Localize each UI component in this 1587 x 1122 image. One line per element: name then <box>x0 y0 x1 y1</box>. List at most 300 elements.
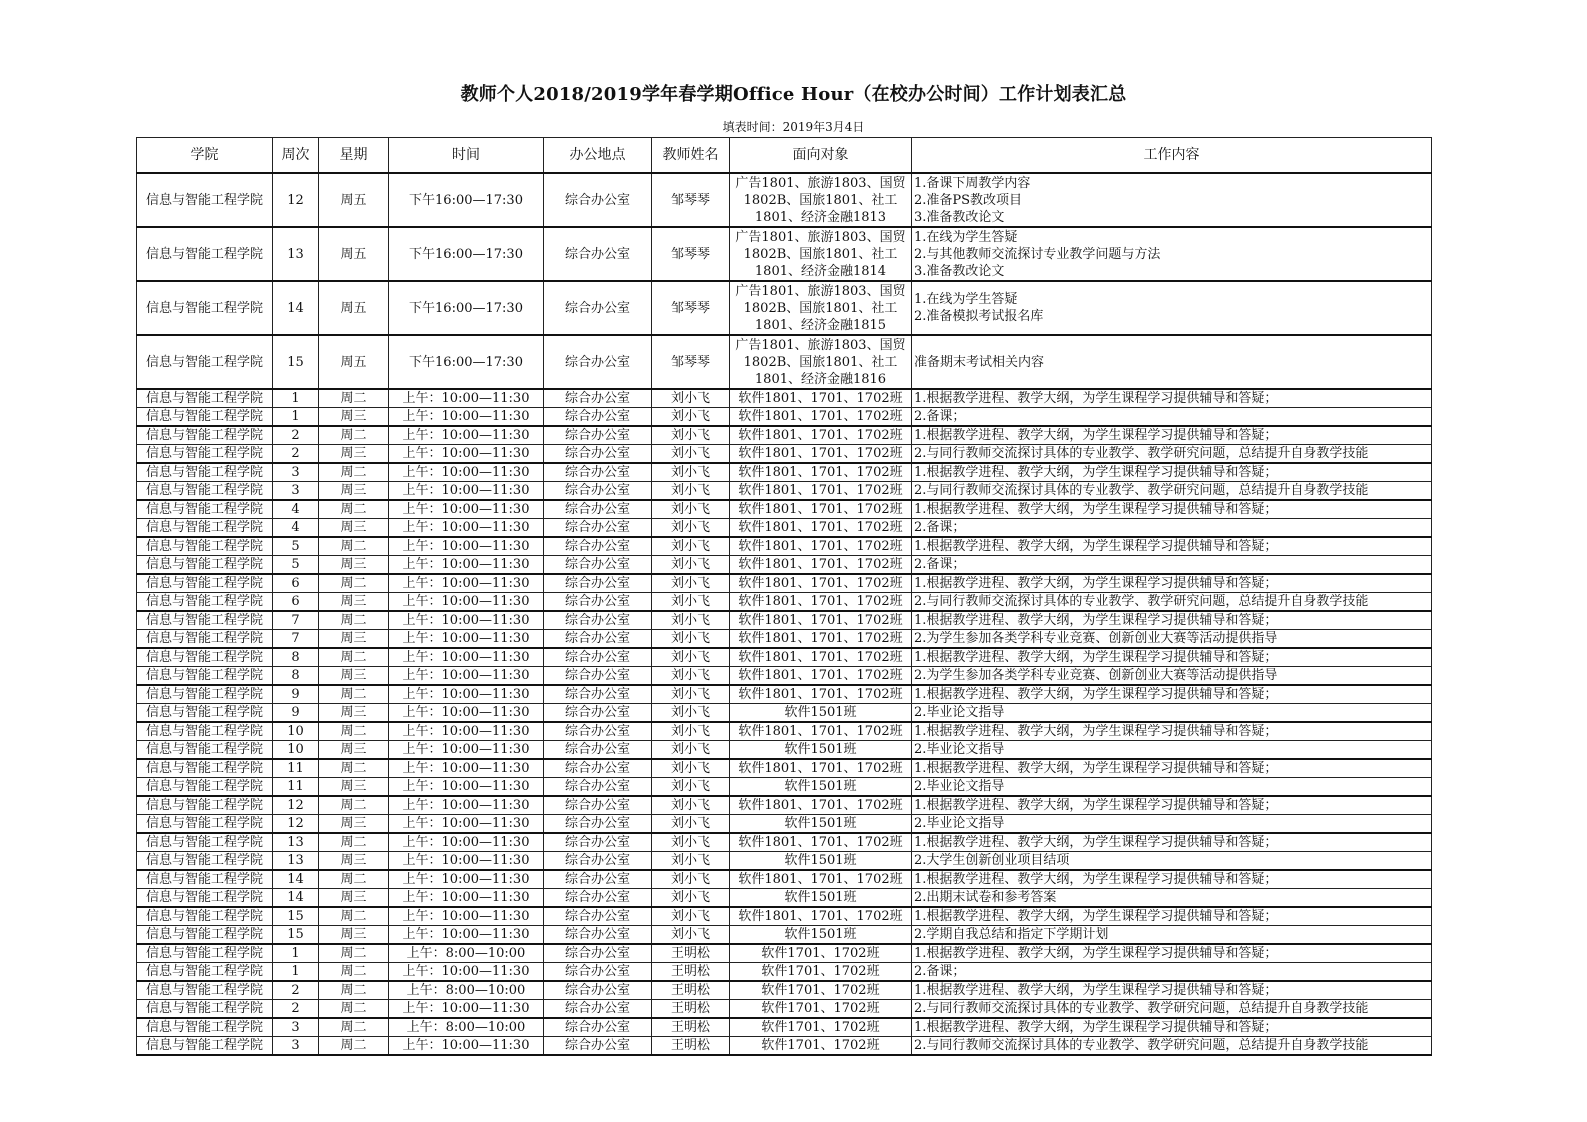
teacher-cell: 王明松 <box>652 1037 730 1056</box>
target-cell: 广告1801、旅游1803、国贸1802B、国旅1801、社工1801、经济金融1813 <box>730 173 912 227</box>
target-cell: 软件1801、1701、1702班 <box>730 556 912 575</box>
teacher-cell: 刘小飞 <box>652 482 730 501</box>
day-cell: 周三 <box>319 889 389 908</box>
week-cell: 1 <box>273 963 319 982</box>
college-cell: 信息与智能工程学院 <box>137 926 273 945</box>
target-cell: 软件1801、1701、1702班 <box>730 463 912 482</box>
day-cell: 周二 <box>319 574 389 593</box>
work-cell: 2.与同行教师交流探讨具体的专业教学、教学研究问题，总结提升自身教学技能 <box>912 593 1432 612</box>
day-cell: 周二 <box>319 944 389 963</box>
target-cell: 软件1501班 <box>730 741 912 760</box>
time-cell: 上午：10:00—11:30 <box>389 796 544 815</box>
teacher-cell: 刘小飞 <box>652 741 730 760</box>
time-cell: 上午：10:00—11:30 <box>389 445 544 464</box>
time-cell: 上午：8:00—10:00 <box>389 944 544 963</box>
time-cell: 上午：10:00—11:30 <box>389 463 544 482</box>
work-cell: 1.根据教学进程、教学大纲，为学生课程学习提供辅导和答疑； <box>912 833 1432 852</box>
day-cell: 周二 <box>319 796 389 815</box>
week-cell: 11 <box>273 759 319 778</box>
work-cell: 1.根据教学进程、教学大纲，为学生课程学习提供辅导和答疑； <box>912 685 1432 704</box>
target-cell: 软件1501班 <box>730 852 912 871</box>
day-cell: 周三 <box>319 667 389 686</box>
teacher-cell: 刘小飞 <box>652 926 730 945</box>
time-cell: 上午：10:00—11:30 <box>389 926 544 945</box>
teacher-cell: 刘小飞 <box>652 833 730 852</box>
table-row <box>137 463 1432 482</box>
time-cell: 上午：10:00—11:30 <box>389 1000 544 1019</box>
table-row <box>137 519 1432 538</box>
place-cell: 综合办公室 <box>544 500 652 519</box>
place-cell: 综合办公室 <box>544 611 652 630</box>
time-cell: 上午：10:00—11:30 <box>389 574 544 593</box>
time-cell: 上午：10:00—11:30 <box>389 907 544 926</box>
work-cell: 1.根据教学进程、教学大纲，为学生课程学习提供辅导和答疑； <box>912 944 1432 963</box>
week-cell: 9 <box>273 704 319 723</box>
place-cell: 综合办公室 <box>544 574 652 593</box>
teacher-cell: 王明松 <box>652 963 730 982</box>
week-cell: 7 <box>273 630 319 649</box>
college-cell: 信息与智能工程学院 <box>137 426 273 445</box>
table-row <box>137 593 1432 612</box>
table-row <box>137 556 1432 575</box>
college-cell: 信息与智能工程学院 <box>137 963 273 982</box>
day-cell: 周二 <box>319 389 389 408</box>
time-cell: 上午：10:00—11:30 <box>389 815 544 834</box>
college-cell: 信息与智能工程学院 <box>137 556 273 575</box>
table-row <box>137 574 1432 593</box>
college-cell: 信息与智能工程学院 <box>137 500 273 519</box>
teacher-cell: 刘小飞 <box>652 556 730 575</box>
day-cell: 周三 <box>319 482 389 501</box>
week-cell: 2 <box>273 1000 319 1019</box>
teacher-cell: 刘小飞 <box>652 445 730 464</box>
teacher-cell: 邹琴琴 <box>652 281 730 335</box>
week-cell: 4 <box>273 500 319 519</box>
target-cell: 软件1701、1702班 <box>730 963 912 982</box>
time-cell: 上午：10:00—11:30 <box>389 704 544 723</box>
week-cell: 12 <box>273 796 319 815</box>
week-cell: 5 <box>273 556 319 575</box>
teacher-cell: 刘小飞 <box>652 778 730 797</box>
time-cell: 上午：10:00—11:30 <box>389 537 544 556</box>
work-cell: 1.在线为学生答疑 2.与其他教师交流探讨专业教学问题与方法 3.准备教改论文 <box>912 227 1432 281</box>
table-row <box>137 981 1432 1000</box>
time-cell: 上午：10:00—11:30 <box>389 852 544 871</box>
target-cell: 软件1801、1701、1702班 <box>730 907 912 926</box>
work-cell: 2.出期末试卷和参考答案 <box>912 889 1432 908</box>
week-cell: 2 <box>273 981 319 1000</box>
teacher-cell: 刘小飞 <box>652 593 730 612</box>
table-row <box>137 408 1432 427</box>
teacher-cell: 邹琴琴 <box>652 173 730 227</box>
col-header-time: 时间 <box>389 138 544 174</box>
college-cell: 信息与智能工程学院 <box>137 870 273 889</box>
time-cell: 上午：10:00—11:30 <box>389 389 544 408</box>
teacher-cell: 邹琴琴 <box>652 335 730 389</box>
college-cell: 信息与智能工程学院 <box>137 389 273 408</box>
work-cell: 2.毕业论文指导 <box>912 815 1432 834</box>
place-cell: 综合办公室 <box>544 482 652 501</box>
work-cell: 2.备课； <box>912 963 1432 982</box>
week-cell: 3 <box>273 1018 319 1037</box>
work-cell: 2.毕业论文指导 <box>912 778 1432 797</box>
college-cell: 信息与智能工程学院 <box>137 630 273 649</box>
day-cell: 周五 <box>319 227 389 281</box>
teacher-cell: 王明松 <box>652 981 730 1000</box>
table-row <box>137 815 1432 834</box>
college-cell: 信息与智能工程学院 <box>137 173 273 227</box>
time-cell: 上午：10:00—11:30 <box>389 1037 544 1056</box>
work-cell: 2.备课； <box>912 519 1432 538</box>
header-row <box>137 138 1432 174</box>
work-cell: 1.根据教学进程、教学大纲，为学生课程学习提供辅导和答疑； <box>912 759 1432 778</box>
day-cell: 周二 <box>319 833 389 852</box>
place-cell: 综合办公室 <box>544 335 652 389</box>
teacher-cell: 刘小飞 <box>652 907 730 926</box>
target-cell: 软件1501班 <box>730 704 912 723</box>
time-cell: 上午：10:00—11:30 <box>389 519 544 538</box>
place-cell: 综合办公室 <box>544 796 652 815</box>
target-cell: 软件1801、1701、1702班 <box>730 426 912 445</box>
time-cell: 上午：10:00—11:30 <box>389 482 544 501</box>
week-cell: 8 <box>273 667 319 686</box>
time-cell: 上午：10:00—11:30 <box>389 759 544 778</box>
time-cell: 上午：10:00—11:30 <box>389 741 544 760</box>
day-cell: 周二 <box>319 426 389 445</box>
place-cell: 综合办公室 <box>544 173 652 227</box>
day-cell: 周三 <box>319 408 389 427</box>
col-header-teacher: 教师姓名 <box>652 138 730 174</box>
week-cell: 1 <box>273 408 319 427</box>
work-cell: 1.根据教学进程、教学大纲，为学生课程学习提供辅导和答疑； <box>912 389 1432 408</box>
time-cell: 上午：10:00—11:30 <box>389 556 544 575</box>
college-cell: 信息与智能工程学院 <box>137 704 273 723</box>
day-cell: 周三 <box>319 778 389 797</box>
week-cell: 4 <box>273 519 319 538</box>
teacher-cell: 刘小飞 <box>652 685 730 704</box>
table-row <box>137 482 1432 501</box>
place-cell: 综合办公室 <box>544 722 652 741</box>
teacher-cell: 刘小飞 <box>652 389 730 408</box>
target-cell: 软件1801、1701、1702班 <box>730 648 912 667</box>
col-header-place: 办公地点 <box>544 138 652 174</box>
college-cell: 信息与智能工程学院 <box>137 722 273 741</box>
time-cell: 下午16:00—17:30 <box>389 281 544 335</box>
day-cell: 周二 <box>319 981 389 1000</box>
place-cell: 综合办公室 <box>544 445 652 464</box>
work-cell: 1.根据教学进程、教学大纲，为学生课程学习提供辅导和答疑； <box>912 981 1432 1000</box>
work-cell: 2.毕业论文指导 <box>912 704 1432 723</box>
day-cell: 周三 <box>319 852 389 871</box>
time-cell: 上午：10:00—11:30 <box>389 722 544 741</box>
college-cell: 信息与智能工程学院 <box>137 796 273 815</box>
college-cell: 信息与智能工程学院 <box>137 685 273 704</box>
work-cell: 2.为学生参加各类学科专业竞赛、创新创业大赛等活动提供指导 <box>912 630 1432 649</box>
teacher-cell: 王明松 <box>652 1018 730 1037</box>
teacher-cell: 刘小飞 <box>652 426 730 445</box>
time-cell: 上午：10:00—11:30 <box>389 889 544 908</box>
week-cell: 14 <box>273 889 319 908</box>
week-cell: 5 <box>273 537 319 556</box>
table-row <box>137 667 1432 686</box>
teacher-cell: 刘小飞 <box>652 611 730 630</box>
week-cell: 14 <box>273 870 319 889</box>
college-cell: 信息与智能工程学院 <box>137 1018 273 1037</box>
teacher-cell: 刘小飞 <box>652 500 730 519</box>
work-cell: 2.与同行教师交流探讨具体的专业教学、教学研究问题，总结提升自身教学技能 <box>912 445 1432 464</box>
day-cell: 周二 <box>319 685 389 704</box>
work-cell: 2.大学生创新创业项目结项 <box>912 852 1432 871</box>
target-cell: 软件1801、1701、1702班 <box>730 759 912 778</box>
place-cell: 综合办公室 <box>544 963 652 982</box>
table-row <box>137 704 1432 723</box>
place-cell: 综合办公室 <box>544 667 652 686</box>
teacher-cell: 刘小飞 <box>652 408 730 427</box>
college-cell: 信息与智能工程学院 <box>137 852 273 871</box>
place-cell: 综合办公室 <box>544 227 652 281</box>
place-cell: 综合办公室 <box>544 926 652 945</box>
table-row <box>137 944 1432 963</box>
work-cell: 1.根据教学进程、教学大纲，为学生课程学习提供辅导和答疑； <box>912 796 1432 815</box>
table-row <box>137 926 1432 945</box>
table-row <box>137 796 1432 815</box>
work-cell: 2.备课； <box>912 556 1432 575</box>
teacher-cell: 刘小飞 <box>652 630 730 649</box>
college-cell: 信息与智能工程学院 <box>137 833 273 852</box>
time-cell: 上午：10:00—11:30 <box>389 833 544 852</box>
place-cell: 综合办公室 <box>544 556 652 575</box>
time-cell: 下午16:00—17:30 <box>389 227 544 281</box>
target-cell: 软件1701、1702班 <box>730 1000 912 1019</box>
time-cell: 上午：10:00—11:30 <box>389 408 544 427</box>
target-cell: 软件1801、1701、1702班 <box>730 574 912 593</box>
target-cell: 软件1801、1701、1702班 <box>730 500 912 519</box>
week-cell: 15 <box>273 907 319 926</box>
table-row <box>137 173 1432 227</box>
work-cell: 1.备课下周教学内容 2.准备PS教改项目 3.准备教改论文 <box>912 173 1432 227</box>
target-cell: 软件1701、1702班 <box>730 1018 912 1037</box>
week-cell: 6 <box>273 593 319 612</box>
college-cell: 信息与智能工程学院 <box>137 759 273 778</box>
week-cell: 2 <box>273 426 319 445</box>
table-row <box>137 870 1432 889</box>
place-cell: 综合办公室 <box>544 685 652 704</box>
target-cell: 软件1701、1702班 <box>730 1037 912 1056</box>
time-cell: 上午：10:00—11:30 <box>389 593 544 612</box>
place-cell: 综合办公室 <box>544 889 652 908</box>
teacher-cell: 刘小飞 <box>652 722 730 741</box>
college-cell: 信息与智能工程学院 <box>137 593 273 612</box>
target-cell: 软件1801、1701、1702班 <box>730 796 912 815</box>
time-cell: 上午：10:00—11:30 <box>389 667 544 686</box>
teacher-cell: 刘小飞 <box>652 648 730 667</box>
teacher-cell: 刘小飞 <box>652 704 730 723</box>
table-row <box>137 611 1432 630</box>
work-cell: 1.根据教学进程、教学大纲，为学生课程学习提供辅导和答疑； <box>912 574 1432 593</box>
work-cell: 1.根据教学进程、教学大纲，为学生课程学习提供辅导和答疑； <box>912 1018 1432 1037</box>
table-row <box>137 833 1432 852</box>
college-cell: 信息与智能工程学院 <box>137 1000 273 1019</box>
col-header-college: 学院 <box>137 138 273 174</box>
schedule-table <box>136 137 1432 1056</box>
day-cell: 周二 <box>319 722 389 741</box>
place-cell: 综合办公室 <box>544 704 652 723</box>
place-cell: 综合办公室 <box>544 648 652 667</box>
day-cell: 周五 <box>319 281 389 335</box>
target-cell: 软件1801、1701、1702班 <box>730 482 912 501</box>
day-cell: 周三 <box>319 445 389 464</box>
place-cell: 综合办公室 <box>544 815 652 834</box>
week-cell: 6 <box>273 574 319 593</box>
work-cell: 1.根据教学进程、教学大纲，为学生课程学习提供辅导和答疑； <box>912 648 1432 667</box>
fill-date: 填表时间：2019年3月4日 <box>722 120 865 134</box>
college-cell: 信息与智能工程学院 <box>137 281 273 335</box>
target-cell: 软件1701、1702班 <box>730 981 912 1000</box>
place-cell: 综合办公室 <box>544 426 652 445</box>
target-cell: 软件1801、1701、1702班 <box>730 667 912 686</box>
college-cell: 信息与智能工程学院 <box>137 611 273 630</box>
place-cell: 综合办公室 <box>544 630 652 649</box>
teacher-cell: 刘小飞 <box>652 870 730 889</box>
college-cell: 信息与智能工程学院 <box>137 445 273 464</box>
work-cell: 2.毕业论文指导 <box>912 741 1432 760</box>
target-cell: 软件1801、1701、1702班 <box>730 630 912 649</box>
day-cell: 周二 <box>319 1000 389 1019</box>
place-cell: 综合办公室 <box>544 870 652 889</box>
week-cell: 14 <box>273 281 319 335</box>
week-cell: 3 <box>273 1037 319 1056</box>
work-cell: 1.根据教学进程、教学大纲，为学生课程学习提供辅导和答疑； <box>912 907 1432 926</box>
table-row <box>137 281 1432 335</box>
teacher-cell: 刘小飞 <box>652 537 730 556</box>
week-cell: 3 <box>273 482 319 501</box>
college-cell: 信息与智能工程学院 <box>137 907 273 926</box>
time-cell: 下午16:00—17:30 <box>389 173 544 227</box>
teacher-cell: 刘小飞 <box>652 667 730 686</box>
day-cell: 周二 <box>319 537 389 556</box>
table-row <box>137 685 1432 704</box>
work-cell: 2.与同行教师交流探讨具体的专业教学、教学研究问题，总结提升自身教学技能 <box>912 1000 1432 1019</box>
college-cell: 信息与智能工程学院 <box>137 463 273 482</box>
day-cell: 周二 <box>319 963 389 982</box>
college-cell: 信息与智能工程学院 <box>137 1037 273 1056</box>
table-row <box>137 889 1432 908</box>
teacher-cell: 刘小飞 <box>652 815 730 834</box>
work-cell: 1.根据教学进程、教学大纲，为学生课程学习提供辅导和答疑； <box>912 463 1432 482</box>
teacher-cell: 刘小飞 <box>652 796 730 815</box>
target-cell: 广告1801、旅游1803、国贸1802B、国旅1801、社工1801、经济金融1815 <box>730 281 912 335</box>
work-cell: 1.根据教学进程、教学大纲，为学生课程学习提供辅导和答疑； <box>912 500 1432 519</box>
time-cell: 上午：10:00—11:30 <box>389 778 544 797</box>
time-cell: 下午16:00—17:30 <box>389 335 544 389</box>
place-cell: 综合办公室 <box>544 1018 652 1037</box>
college-cell: 信息与智能工程学院 <box>137 335 273 389</box>
day-cell: 周三 <box>319 815 389 834</box>
college-cell: 信息与智能工程学院 <box>137 648 273 667</box>
week-cell: 8 <box>273 648 319 667</box>
week-cell: 12 <box>273 173 319 227</box>
place-cell: 综合办公室 <box>544 944 652 963</box>
place-cell: 综合办公室 <box>544 759 652 778</box>
col-header-week: 周次 <box>273 138 319 174</box>
place-cell: 综合办公室 <box>544 907 652 926</box>
week-cell: 13 <box>273 833 319 852</box>
teacher-cell: 刘小飞 <box>652 519 730 538</box>
teacher-cell: 邹琴琴 <box>652 227 730 281</box>
teacher-cell: 王明松 <box>652 1000 730 1019</box>
table-row <box>137 335 1432 389</box>
college-cell: 信息与智能工程学院 <box>137 981 273 1000</box>
day-cell: 周二 <box>319 1037 389 1056</box>
work-cell: 1.根据教学进程、教学大纲，为学生课程学习提供辅导和答疑； <box>912 537 1432 556</box>
table-row <box>137 852 1432 871</box>
place-cell: 综合办公室 <box>544 833 652 852</box>
day-cell: 周二 <box>319 759 389 778</box>
week-cell: 11 <box>273 778 319 797</box>
college-cell: 信息与智能工程学院 <box>137 778 273 797</box>
day-cell: 周三 <box>319 704 389 723</box>
target-cell: 软件1801、1701、1702班 <box>730 519 912 538</box>
table-row <box>137 907 1432 926</box>
college-cell: 信息与智能工程学院 <box>137 408 273 427</box>
day-cell: 周二 <box>319 463 389 482</box>
week-cell: 12 <box>273 815 319 834</box>
work-cell: 1.根据教学进程、教学大纲，为学生课程学习提供辅导和答疑； <box>912 722 1432 741</box>
page-title: 教师个人2018/2019学年春学期Office Hour（在校办公时间）工作计划表汇总 <box>460 84 1127 105</box>
teacher-cell: 王明松 <box>652 944 730 963</box>
teacher-cell: 刘小飞 <box>652 852 730 871</box>
day-cell: 周三 <box>319 593 389 612</box>
target-cell: 广告1801、旅游1803、国贸1802B、国旅1801、社工1801、经济金融1816 <box>730 335 912 389</box>
place-cell: 综合办公室 <box>544 593 652 612</box>
place-cell: 综合办公室 <box>544 537 652 556</box>
time-cell: 上午：10:00—11:30 <box>389 870 544 889</box>
table-row <box>137 389 1432 408</box>
work-cell: 2.备课； <box>912 408 1432 427</box>
table-row <box>137 1037 1432 1056</box>
week-cell: 13 <box>273 852 319 871</box>
week-cell: 9 <box>273 685 319 704</box>
table-row <box>137 630 1432 649</box>
day-cell: 周三 <box>319 556 389 575</box>
college-cell: 信息与智能工程学院 <box>137 944 273 963</box>
college-cell: 信息与智能工程学院 <box>137 227 273 281</box>
place-cell: 综合办公室 <box>544 1000 652 1019</box>
college-cell: 信息与智能工程学院 <box>137 519 273 538</box>
day-cell: 周三 <box>319 741 389 760</box>
target-cell: 软件1801、1701、1702班 <box>730 870 912 889</box>
col-header-day: 星期 <box>319 138 389 174</box>
table-row <box>137 500 1432 519</box>
day-cell: 周二 <box>319 907 389 926</box>
work-cell: 2.为学生参加各类学科专业竞赛、创新创业大赛等活动提供指导 <box>912 667 1432 686</box>
college-cell: 信息与智能工程学院 <box>137 667 273 686</box>
table-row <box>137 1000 1432 1019</box>
college-cell: 信息与智能工程学院 <box>137 482 273 501</box>
target-cell: 广告1801、旅游1803、国贸1802B、国旅1801、社工1801、经济金融1814 <box>730 227 912 281</box>
target-cell: 软件1801、1701、1702班 <box>730 611 912 630</box>
day-cell: 周二 <box>319 1018 389 1037</box>
place-cell: 综合办公室 <box>544 852 652 871</box>
day-cell: 周二 <box>319 500 389 519</box>
day-cell: 周五 <box>319 173 389 227</box>
week-cell: 1 <box>273 944 319 963</box>
time-cell: 上午：10:00—11:30 <box>389 611 544 630</box>
time-cell: 上午：10:00—11:30 <box>389 963 544 982</box>
day-cell: 周三 <box>319 926 389 945</box>
week-cell: 2 <box>273 445 319 464</box>
time-cell: 上午：10:00—11:30 <box>389 426 544 445</box>
